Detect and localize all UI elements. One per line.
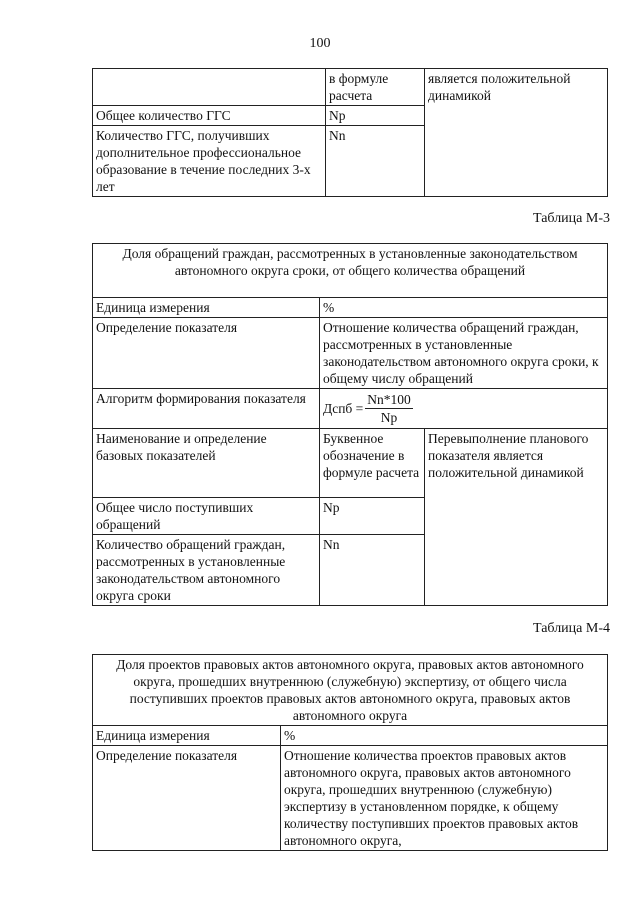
table-cell: Nn <box>326 126 425 197</box>
unit-value: % <box>281 726 608 746</box>
formula-cell <box>320 389 608 429</box>
formula-numerator: Nn*100 <box>367 392 411 407</box>
table-row <box>93 746 608 851</box>
unit-value: % <box>320 298 608 318</box>
formula-denominator: Np <box>380 410 398 425</box>
note-cell: Перевыполнение планового показателя является положительной динамикой <box>425 429 608 606</box>
table-m3-caption: Таблица М-3 <box>533 211 610 226</box>
unit-label: Единица измерения <box>93 726 281 746</box>
algorithm-label: Алгоритм формирования показателя <box>93 389 320 429</box>
unit-label: Единица измерения <box>93 298 320 318</box>
table-m4 <box>92 654 608 851</box>
table-cell: Np <box>326 106 425 126</box>
table-row <box>93 389 608 429</box>
formula-fraction <box>365 391 413 426</box>
letter-label: Буквенное обозначение в формуле расчета <box>320 429 425 498</box>
top-table <box>92 68 608 197</box>
page-number: 100 <box>309 36 331 51</box>
table-row <box>93 318 608 389</box>
table-row <box>93 244 608 298</box>
table-m3 <box>92 243 608 606</box>
definition-value: Отношение количества проектов правовых актов автономного округа, правовых актов автономного округа, прошедших внутреннюю (служебную) экспертизу в установленном порядке, к общему количеству поступивших проектов правовых актов автономного округа, <box>281 746 608 851</box>
table-title: Доля проектов правовых актов автономного округа, правовых актов автономного округа, прошедших внутреннюю (служебную) экспертизу, от общего числа поступивших проектов правовых актов автономного округа, правовых актов автономного округа <box>93 655 608 726</box>
total-value: Np <box>320 498 425 535</box>
count-label: Количество обращений граждан, рассмотренных в установленные законодательством автономного округа сроки <box>93 535 320 606</box>
table-row <box>93 726 608 746</box>
total-label: Общее число поступивших обращений <box>93 498 320 535</box>
base-label: Наименование и определение базовых показателей <box>93 429 320 498</box>
definition-value: Отношение количества обращений граждан, рассмотренных в установленные законодательством автономного округа сроки, к общему числу обращений <box>320 318 608 389</box>
table-row <box>93 298 608 318</box>
formula <box>323 390 604 426</box>
formula-lhs: Дспб = <box>323 401 364 416</box>
definition-label: Определение показателя <box>93 318 320 389</box>
table-row <box>93 69 608 106</box>
table-row <box>93 429 608 498</box>
count-value: Nn <box>320 535 425 606</box>
table-row <box>93 655 608 726</box>
table-title: Доля обращений граждан, рассмотренных в установленные законодательством автономного округа сроки, от общего количества обращений <box>93 244 608 298</box>
definition-label: Определение показателя <box>93 746 281 851</box>
table-cell: Общее количество ГГС <box>93 106 326 126</box>
table-cell <box>93 69 326 106</box>
table-cell-note: является положительной динамикой <box>425 69 608 197</box>
table-m4-caption: Таблица М-4 <box>533 621 610 636</box>
table-cell: Количество ГГС, получивших дополнительное профессиональное образование в течение последних 3-х лет <box>93 126 326 197</box>
table-cell: в формуле расчета <box>326 69 425 106</box>
